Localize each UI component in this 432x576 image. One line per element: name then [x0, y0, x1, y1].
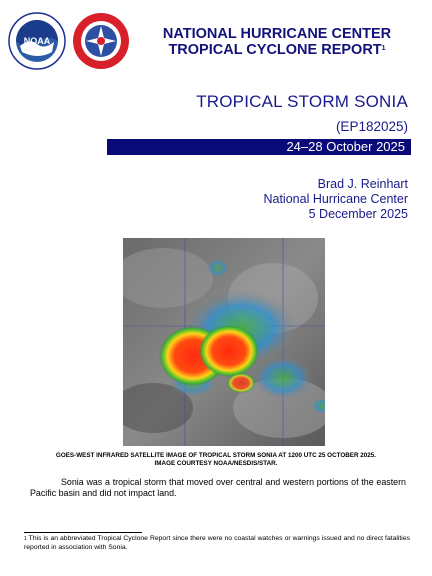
report-header [142, 26, 412, 58]
author-name: Brad J. Reinhart [317, 177, 408, 191]
header-footnote-mark: 1 [381, 45, 386, 52]
caption-line1: GOES-WEST INFRARED SATELLITE IMAGE OF TROPICAL STORM SONIA AT 1200 UTC 25 OCTOBER 2025. [55, 452, 377, 459]
caption-line2: IMAGE COURTESY NOAA/NESDIS/STAR. [154, 460, 278, 467]
footnote [24, 535, 410, 552]
noaa-logo-icon [8, 12, 66, 70]
footnote-divider [24, 532, 142, 533]
header-line2: TROPICAL CYCLONE REPORT$^1$ [168, 42, 386, 58]
date-band: 24–28 October 2025 [107, 139, 411, 155]
author-org: National Hurricane Center [263, 192, 408, 206]
summary-paragraph: Sonia was a tropical storm that moved over central and western portions of the eastern Pacific basin and did not impact land. [30, 477, 406, 498]
footnote-text: This is an abbreviated Tropical Cyclone Report since there were no coastal watches or warnings issued and no direct fatalities reported in association with Sonia. [24, 535, 410, 551]
footnote-mark: 1 [24, 536, 27, 542]
storm-code: (EP182025) [335, 119, 408, 134]
header-line1: NATIONAL HURRICANE CENTER [162, 26, 392, 42]
nws-logo-icon [72, 12, 130, 70]
report-date: 5 December 2025 [308, 207, 408, 221]
svg-text:NOAA: NOAA [23, 36, 51, 46]
satellite-image [123, 238, 325, 446]
storm-title: TROPICAL STORM SONIA [196, 92, 408, 111]
figure-caption [30, 452, 402, 468]
